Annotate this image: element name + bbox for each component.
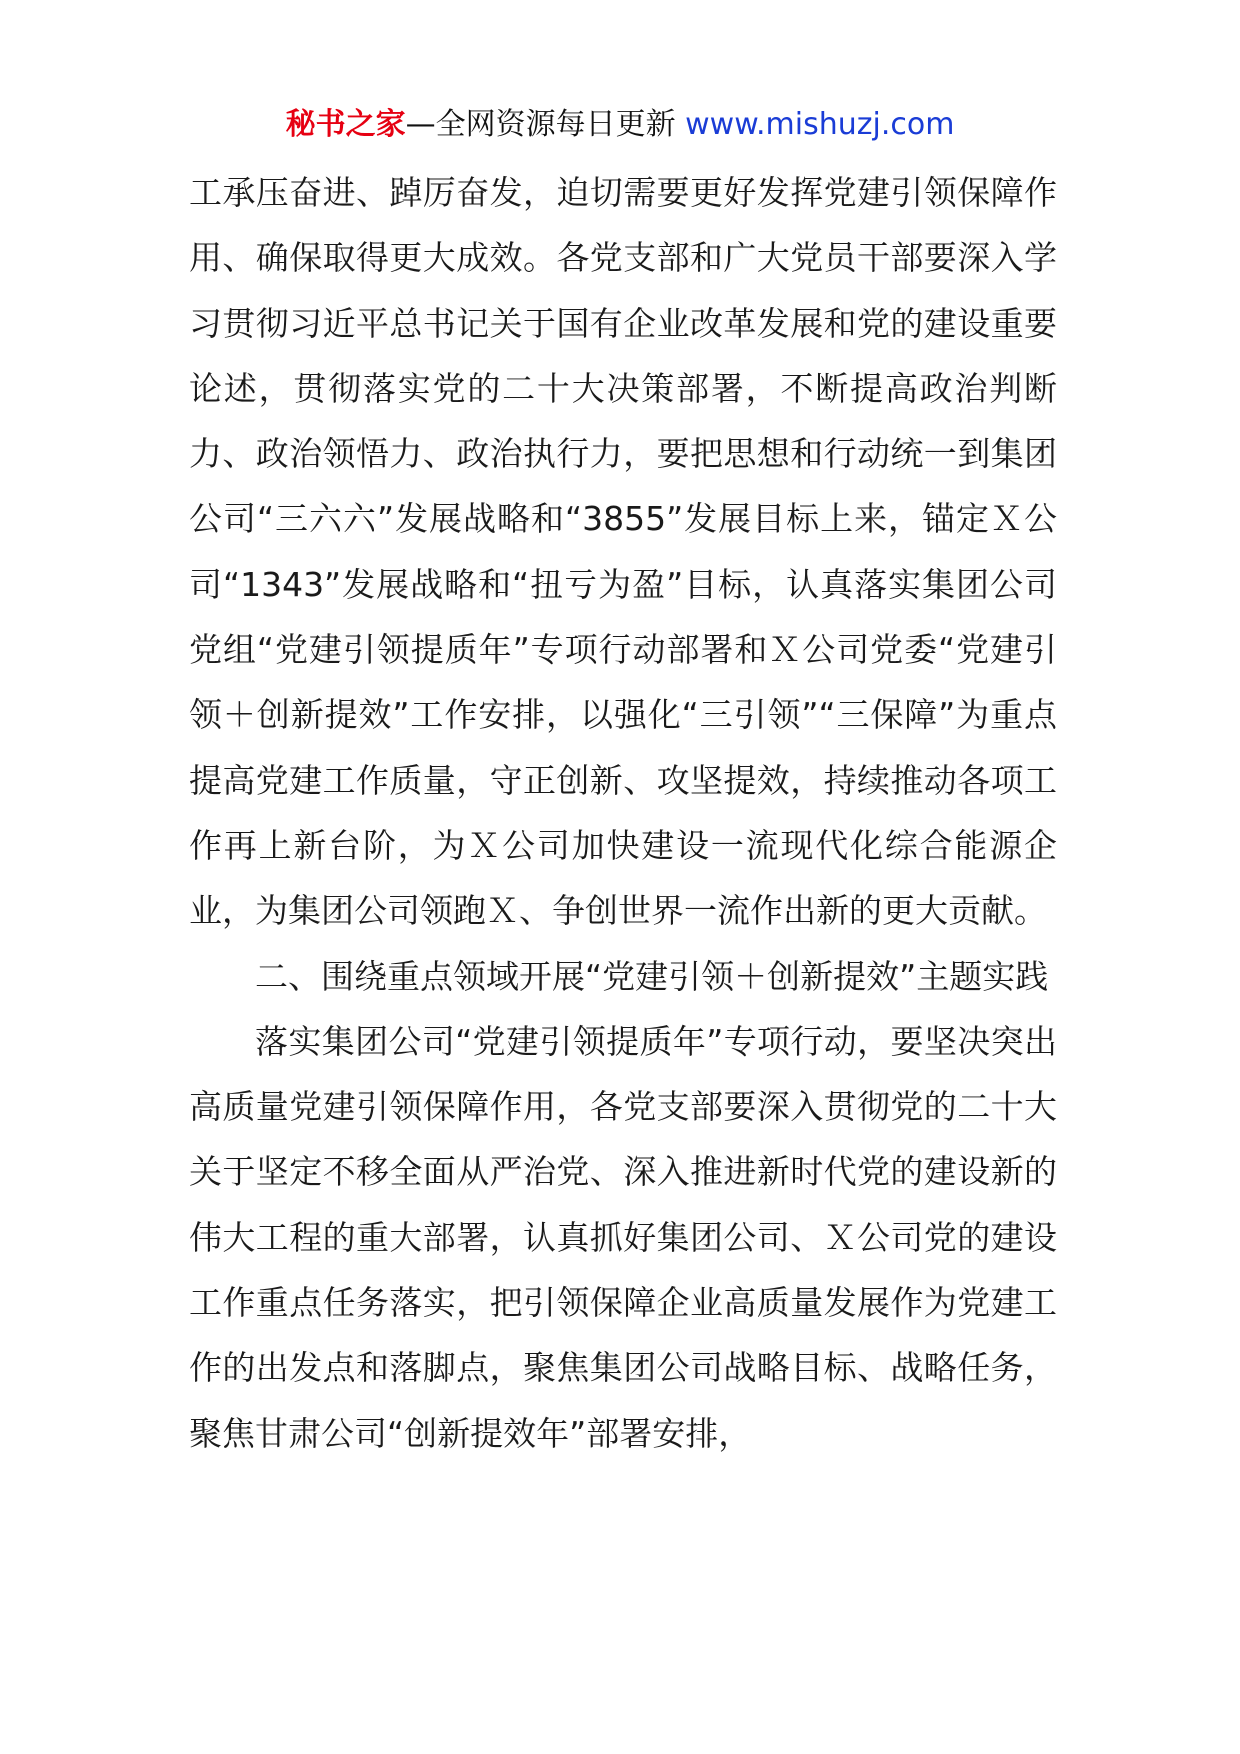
section-heading: 二、围绕重点领域开展“党建引领＋创新提效”主题实践 (255, 956, 1049, 996)
site-tagline: —全网资源每日更新 (405, 107, 686, 142)
site-brand-name: 秘书之家 (285, 107, 406, 142)
document-body (189, 160, 1057, 1466)
paragraph-body: 落实集团公司“党建引领提质年”专项行动，要坚决突出高质量党建引领保障作用，各党支部要深入贯彻党的二十大关于坚定不移全面从严治党、深入推进新时代党的建设新的伟大工程的重大部署，认真抓好集团公司、Ｘ公司党的建设工作重点任务落实，把引领保障企业高质量发展作为党建工作的出发点和落脚点，聚焦集团公司战略目标、战略任务，聚焦甘肃公司“创新提效年”部署安排， (189, 1021, 1057, 1453)
paragraph-continuation: 工承压奋进、踔厉奋发，迫切需要更好发挥党建引领保障作用、确保取得更大成效。各党支部和广大党员干部要深入学习贯彻习近平总书记关于国有企业改革发展和党的建设重要论述，贯彻落实党的二十大决策部署，不断提高政治判断力、政治领悟力、政治执行力，要把思想和行动统一到集团公司“三六六”发展战略和“3855”发展目标上来，锚定Ｘ公司“1343”发展战略和“扭亏为盈”目标，认真落实集团公司党组“党建引领提质年”专项行动部署和Ｘ公司党委“党建引领＋创新提效”工作安排，以强化“三引领”“三保障”为重点提高党建工作质量，守正创新、攻坚提效，持续推动各项工作再上新台阶，为Ｘ公司加快建设一流现代化综合能源企业，为集团公司领跑Ｘ、争创世界一流作出新的更大贡献。 (189, 173, 1057, 931)
site-watermark-header (0, 103, 1240, 147)
site-url-link[interactable]: www.mishuzj.com (685, 107, 955, 142)
